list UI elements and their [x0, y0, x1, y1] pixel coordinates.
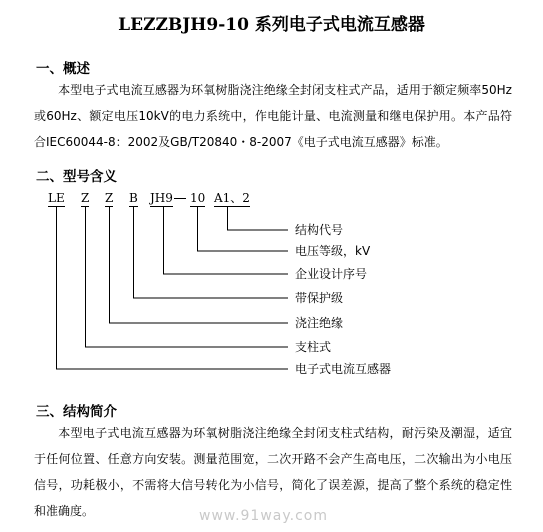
- overview-text: 本型电子式电流互感器为环氧树脂浇注绝缘全封闭支柱式产品，适用于额定频率50Hz或60Hz、额定电压10kV的电力系统中，作电能计量、电流测量和继电保护用。本产品符合IEC60044-8：2002及GB/T20840・8-2007《电子式电流互感器》标准。: [34, 83, 512, 149]
- code-part-a12: A1、2: [214, 191, 250, 205]
- meaning-electronic-ct: 电子式电流互感器: [295, 362, 392, 376]
- meaning-structure-code: 结构代号: [295, 223, 344, 237]
- meaning-cast-insulation: 浇注绝缘: [295, 316, 344, 330]
- code-part-le: LE: [48, 191, 65, 205]
- meaning-design-serial: 企业设计序号: [295, 267, 368, 281]
- code-part-10: 10: [190, 191, 206, 205]
- section-heading-overview: 一、概述: [36, 61, 90, 77]
- section-heading-structure: 三、结构简介: [36, 404, 117, 420]
- structure-text: 本型电子式电流互感器为环氧树脂浇注绝缘全封闭支柱式结构，耐污染及潮湿，适宜于任何位置、任意方向安装。测量范围宽，二次开路不会产生高电压，二次输出为小电压信号，功耗极小，不需将大信号转化为小信号，简化了误差源，提高了整个系统的稳定性和准确度。: [34, 426, 512, 518]
- meaning-protection-class: 带保护级: [295, 291, 344, 305]
- code-part-b: B: [129, 191, 138, 205]
- code-part-jh9: JH9: [150, 191, 173, 205]
- code-part-z2: Z: [105, 191, 114, 205]
- page-title: LEZZBJH9-10 系列电子式电流互感器: [118, 15, 425, 35]
- watermark: www.91way.com: [199, 508, 328, 524]
- section-heading-model-meaning: 二、型号含义: [36, 169, 117, 185]
- meaning-post-type: 支柱式: [295, 340, 332, 354]
- code-part-z1: Z: [81, 191, 90, 205]
- meaning-voltage-level: 电压等级，kV: [295, 244, 371, 258]
